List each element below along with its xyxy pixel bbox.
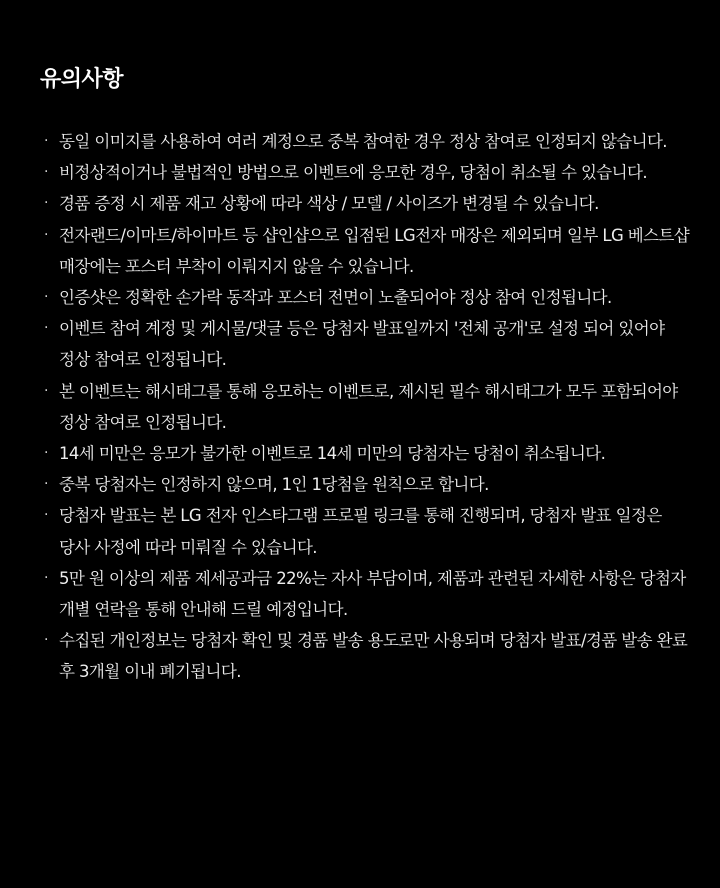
notice-item-4	[40, 220, 690, 282]
notice-item-12	[40, 625, 690, 687]
bullet-icon: ·	[44, 476, 48, 493]
notice-item-5	[40, 282, 690, 313]
notice-text: 본 이벤트는 해시태그를 통해 응모하는 이벤트로, 제시된 필수 해시태그가 모두 포함되어야 정상 참여로 인정됩니다.	[59, 381, 678, 432]
bullet-icon: ·	[44, 507, 48, 524]
notice-title: 유의사항	[40, 67, 124, 92]
notice-text: 이벤트 참여 계정 및 게시물/댓글 등은 당첨자 발표일까지 '전체 공개'로 설정 되어 있어야 정상 참여로 인정됩니다.	[59, 319, 665, 370]
bullet-icon: ·	[44, 632, 48, 649]
bullet-icon: ·	[44, 226, 48, 243]
notice-text: 14세 미만은 응모가 불가한 이벤트로 14세 미만의 당첨자는 당첨이 취소됩니다.	[59, 444, 606, 464]
notice-item-1	[40, 126, 690, 157]
notice-text: 전자랜드/이마트/하이마트 등 샵인샵으로 입점된 LG전자 매장은 제외되며 일부 LG 베스트샵 매장에는 포스터 부착이 이뤄지지 않을 수 있습니다.	[59, 225, 690, 276]
notice-item-11	[40, 563, 690, 625]
bullet-icon: ·	[44, 445, 48, 462]
bullet-icon: ·	[44, 133, 48, 149]
bullet-icon: ·	[44, 164, 48, 181]
bullet-icon: ·	[44, 289, 48, 306]
notice-text: 당첨자 발표는 본 LG 전자 인스타그램 프로필 링크를 통해 진행되며, 당첨자 발표 일정은 당사 사정에 따라 미뤄질 수 있습니다.	[59, 506, 662, 557]
bullet-icon: ·	[44, 320, 48, 337]
notice-text: 5만 원 이상의 제품 제세공과금 22%는 자사 부담이며, 제품과 관련된 자세한 사항은 당첨자 개별 연락을 통해 안내해 드릴 예정입니다.	[59, 568, 686, 620]
notice-item-7	[40, 376, 690, 438]
notice-text: 동일 이미지를 사용하여 여러 계정으로 중복 참여한 경우 정상 참여로 인정되지 않습니다.	[59, 132, 667, 151]
notice-text: 인증샷은 정확한 손가락 동작과 포스터 전면이 노출되어야 정상 참여 인정됩니다.	[59, 288, 612, 308]
bullet-icon: ·	[44, 382, 48, 399]
notice-text: 중복 당첨자는 인정하지 않으며, 1인 1당첨을 원칙으로 합니다.	[59, 475, 489, 495]
notice-list	[40, 126, 690, 688]
notice-item-3	[40, 188, 690, 219]
bullet-icon: ·	[44, 195, 48, 212]
notice-item-9	[40, 469, 690, 500]
notice-text: 수집된 개인정보는 당첨자 확인 및 경품 발송 용도로만 사용되며 당첨자 발표/경품 발송 완료 후 3개월 이내 폐기됩니다.	[59, 631, 688, 682]
notice-item-10	[40, 500, 690, 562]
notice-item-8	[40, 438, 690, 469]
notice-item-6	[40, 313, 690, 375]
notice-item-2	[40, 157, 690, 188]
notice-text: 경품 증정 시 제품 재고 상황에 따라 색상 / 모델 / 사이즈가 변경될 수 있습니다.	[59, 194, 599, 214]
bullet-icon: ·	[44, 569, 48, 586]
notice-text: 비정상적이거나 불법적인 방법으로 이벤트에 응모한 경우, 당첨이 취소될 수 있습니다.	[59, 163, 647, 183]
